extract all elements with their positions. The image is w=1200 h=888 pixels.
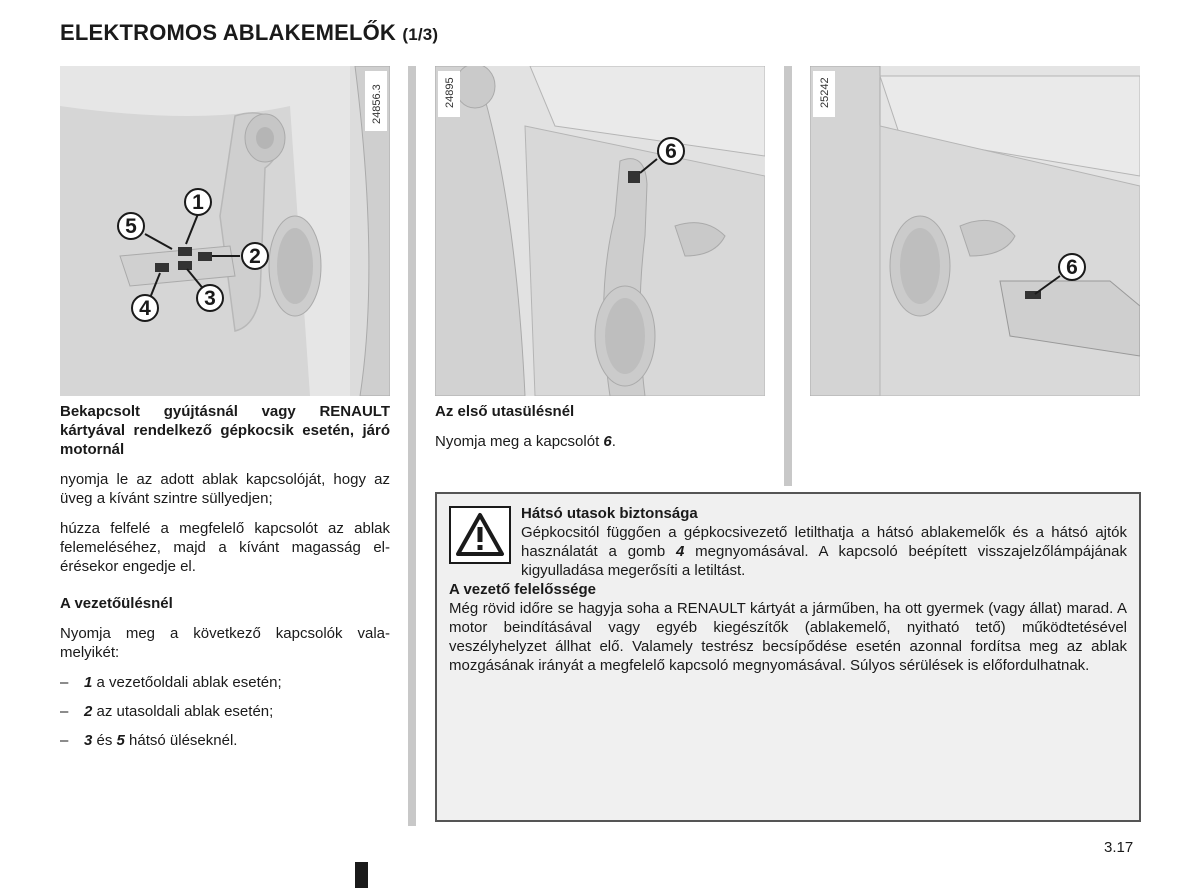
figure-ref: 24856.3 — [371, 84, 383, 124]
paragraph-switches: Nyomja meg a következő kapcsolók valamelyikét: — [60, 625, 390, 661]
passenger-instructions — [435, 402, 765, 462]
warning-title-driver: A vezető felelőssége — [449, 581, 597, 598]
svg-text:2: 2 — [249, 245, 261, 268]
warning-triangle-icon — [449, 506, 511, 564]
list-item: – 2 az utasoldali ablak esetén; — [60, 703, 274, 720]
svg-text:6: 6 — [1066, 256, 1078, 279]
column-divider-left — [408, 66, 416, 826]
driver-instructions — [60, 402, 390, 760]
page-title-suffix: (1/3) — [402, 25, 439, 44]
list-item: – 1 a vezetőoldali ablak esetén; — [60, 674, 282, 691]
page-number: 3.17 — [1104, 839, 1134, 856]
svg-text:4: 4 — [139, 297, 151, 320]
warning-body-driver: Még rövid időre se hagyja soha a RENAULT kártyát a járműben, ha ott gyermek (vagy állat) marad. A motor beindításával vagy egyéb kiegészítők (ablakemelő, nyitható tető) működtetésével veszélyhelyzet állhat elő. Valamely testrész becsípődése esetén azonnal fordítsa meg az ablak mozgásának irányát a megfelelő kapcsoló megnyomásával. Súlyos sérülések is előfordulhatnak. — [449, 600, 1127, 674]
callout-4 — [132, 295, 158, 321]
paragraph-raise: húzza felfelé a megfelelő kapcsolót az ablak felemeléséhez, majd a kívánt magasság elérésekor engedje el. — [60, 520, 390, 575]
page-edge-mark — [355, 862, 368, 888]
figure-ref: 25242 — [819, 77, 831, 108]
callout-6 — [658, 138, 684, 164]
paragraph-press-switch: Nyomja meg a kapcsolót 6. — [435, 433, 616, 450]
figure-ref: 24895 — [444, 77, 456, 108]
svg-text:1: 1 — [192, 191, 204, 214]
svg-text:3: 3 — [204, 287, 216, 310]
svg-text:5: 5 — [125, 215, 137, 238]
passenger-door-illustration — [435, 66, 765, 396]
list-item: – 3 és 5 hátsó üléseknél. — [60, 732, 238, 749]
svg-text:6: 6 — [665, 140, 677, 163]
callout-3 — [197, 285, 223, 311]
page-title — [60, 20, 438, 46]
callout-5 — [118, 213, 144, 239]
warning-body-rear: Gépkocsitól függően a gépkocsivezető letilthatja a hátsó ablakemelők és a hátsó ajtók használatát a gomb 4 megnyomásával. A kapcsoló beépített visszajelzőlámpájának kigyulladása megerősíti a letiltást. — [521, 524, 1127, 579]
callout-6 — [1059, 254, 1085, 280]
callout-2 — [242, 243, 268, 269]
section-heading: Bekapcsolt gyújtásnál vagy RENAULT kártyával rendelkező gépkocsik esetén, járó motornál — [60, 403, 390, 458]
figure-driver-door-switches — [60, 66, 390, 396]
page-title-text: ELEKTROMOS ABLAKEMELŐK — [60, 20, 397, 45]
warning-title-rear: Hátsó utasok biztonsága — [521, 505, 698, 522]
warning-box — [435, 492, 1141, 822]
figure-passenger-door-switch — [435, 66, 765, 396]
column-divider-right — [784, 66, 792, 486]
passenger-seat-heading: Az első utasülésnél — [435, 403, 575, 420]
figure-rear-door-switch — [810, 66, 1140, 396]
driver-seat-heading: A vezetőülésnél — [60, 595, 173, 612]
paragraph-lower: nyomja le az adott ablak kapcsolóját, hogy az üveg a kívánt szintre süllyedjen; — [60, 471, 390, 507]
callout-1 — [185, 189, 211, 215]
driver-door-illustration — [60, 66, 390, 396]
rear-door-illustration — [810, 66, 1140, 396]
